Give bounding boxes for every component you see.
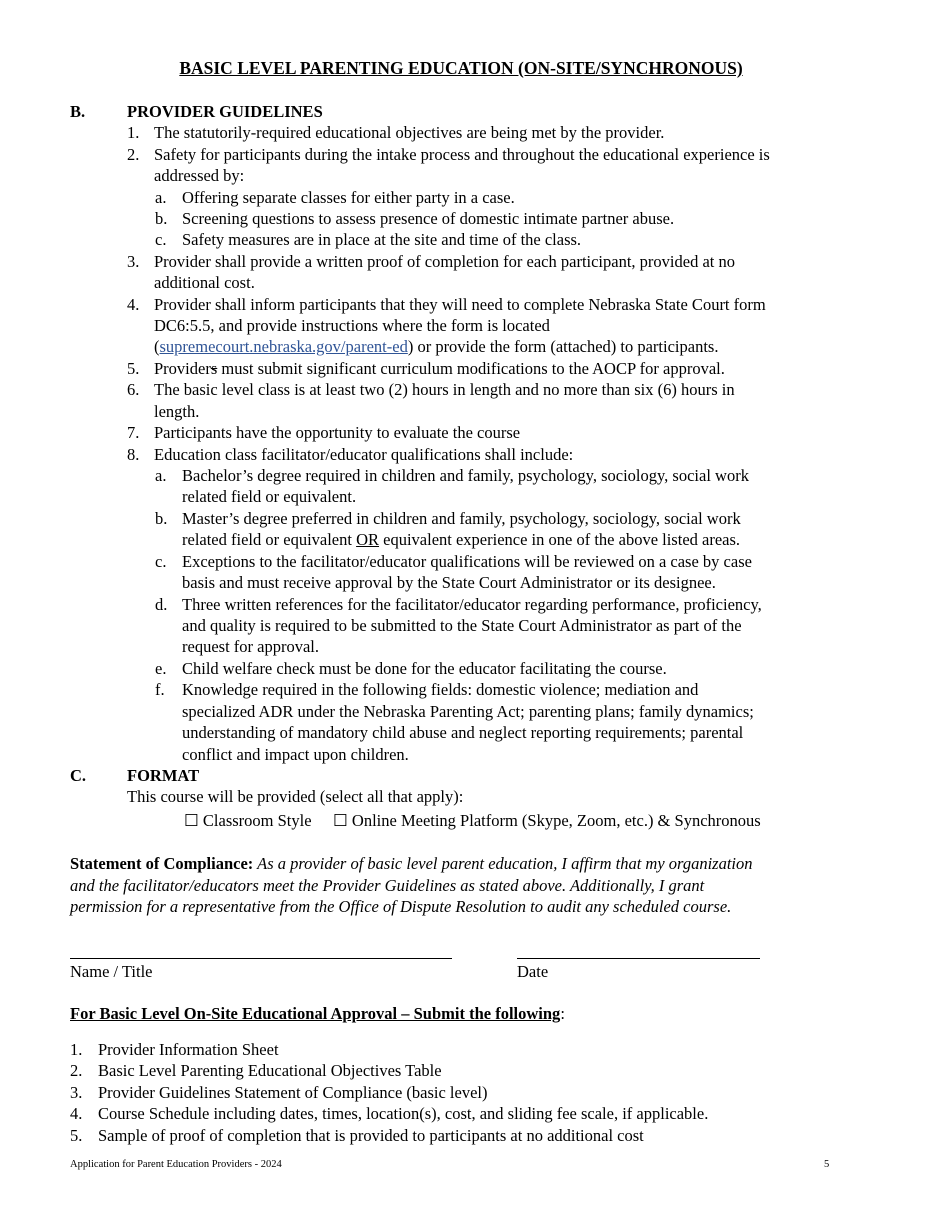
sub-item-text: Knowledge required in the following fields: domestic violence; mediation and	[182, 680, 699, 699]
sub-item-text: basis and must receive approval by the State Court Administrator or its designee.	[182, 573, 716, 592]
section-c-marker: C.	[70, 766, 87, 785]
submit-item-number: 3.	[70, 1083, 83, 1102]
guideline-text: Provider shall inform participants that they will need to complete Nebraska State Court form	[154, 295, 766, 314]
sub-item-letter: b.	[155, 209, 168, 228]
sub-item-text: Exceptions to the facilitator/educator qualifications will be reviewed on a case by case	[182, 552, 752, 571]
guideline-text: The statutorily-required educational objectives are being met by the provider.	[154, 123, 665, 142]
submit-item-number: 1.	[70, 1040, 83, 1059]
page-title: BASIC LEVEL PARENTING EDUCATION (ON-SITE/SYNCHRONOUS)	[179, 58, 743, 78]
guideline-number: 1.	[127, 123, 140, 142]
submit-item-text: Basic Level Parenting Educational Objectives Table	[98, 1061, 442, 1080]
guideline-text: additional cost.	[154, 273, 255, 292]
submit-item-number: 4.	[70, 1104, 83, 1123]
format-intro: This course will be provided (select all that apply):	[127, 787, 464, 806]
statement-line: permission for a representative from the Office of Dispute Resolution to audit any scheduled course.	[70, 897, 732, 916]
statement-line: Statement of Compliance: As a provider of basic level parent education, I affirm that my organization	[70, 854, 753, 873]
sub-item-text: understanding of mandatory child abuse and neglect reporting requirements; parental	[182, 723, 744, 742]
sub-item-text: related field or equivalent.	[182, 487, 357, 506]
submit-item-text: Sample of proof of completion that is provided to participants at no additional cost	[98, 1126, 644, 1145]
sub-item-text: and quality is required to be submitted to the State Court Administrator as part of the	[182, 616, 742, 635]
guideline-number: 5.	[127, 359, 140, 378]
sub-item-text: Master’s degree preferred in children and family, psychology, sociology, social work	[182, 509, 741, 528]
parent-ed-link[interactable]: supremecourt.nebraska.gov/parent-ed	[159, 337, 408, 356]
guideline-text: Education class facilitator/educator qualifications shall include:	[154, 445, 574, 464]
guideline-number: 6.	[127, 380, 140, 399]
guideline-text: Provider shall provide a written proof of completion for each participant, provided at no	[154, 252, 735, 271]
classroom-style-checkbox[interactable]: ☐ Classroom Style	[184, 811, 312, 830]
submit-item-text: Provider Information Sheet	[98, 1040, 279, 1059]
sub-item-text: conflict and impact upon children.	[182, 745, 409, 764]
guideline-number: 3.	[127, 252, 140, 271]
date-label: Date	[517, 962, 549, 981]
date-signature-line[interactable]	[517, 958, 760, 959]
online-platform-checkbox[interactable]: ☐ Online Meeting Platform (Skype, Zoom, etc.) & Synchronous	[333, 811, 761, 830]
name-title-label: Name / Title	[70, 962, 153, 981]
page-number: 5	[824, 1159, 830, 1170]
footer-title: Application for Parent Education Providers - 2024	[70, 1159, 282, 1170]
statement-label: Statement of Compliance:	[70, 854, 254, 873]
sub-item-text: Child welfare check must be done for the educator facilitating the course.	[182, 659, 667, 678]
guideline-number: 2.	[127, 145, 140, 164]
sub-item-letter: d.	[155, 595, 168, 614]
sub-item-letter: a.	[155, 466, 167, 485]
sub-item-letter: c.	[155, 230, 167, 249]
section-c-heading: FORMAT	[127, 766, 200, 785]
sub-item-letter: a.	[155, 188, 167, 207]
sub-item-text: request for approval.	[182, 637, 319, 656]
guideline-text: Providers must submit significant curriculum modifications to the AOCP for approval.	[154, 359, 725, 378]
statement-line: and the facilitator/educators meet the Provider Guidelines as stated above. Additionally, I grant	[70, 876, 705, 895]
sub-item-letter: b.	[155, 509, 168, 528]
guideline-text: Participants have the opportunity to evaluate the course	[154, 423, 521, 442]
sub-item-text: Offering separate classes for either party in a case.	[182, 188, 515, 207]
submit-item-text: Provider Guidelines Statement of Compliance (basic level)	[98, 1083, 488, 1102]
sub-item-text: Bachelor’s degree required in children and family, psychology, sociology, social work	[182, 466, 749, 485]
submit-item-text: Course Schedule including dates, times, location(s), cost, and sliding fee scale, if applicable.	[98, 1104, 709, 1123]
submit-heading: For Basic Level On-Site Educational Approval – Submit the following	[70, 1004, 561, 1023]
guideline-text: addressed by:	[154, 166, 245, 185]
sub-item-letter: f.	[155, 680, 165, 699]
submit-item-number: 5.	[70, 1126, 83, 1145]
guideline-text: Safety for participants during the intake process and throughout the educational experience is	[154, 145, 770, 164]
sub-item-text: Screening questions to assess presence of domestic intimate partner abuse.	[182, 209, 675, 228]
guideline-text: The basic level class is at least two (2) hours in length and no more than six (6) hours in	[154, 380, 735, 399]
guideline-text: DC6:5.5, and provide instructions where the form is located	[154, 316, 550, 335]
guideline-text: length.	[154, 402, 200, 421]
sub-item-text: specialized ADR under the Nebraska Parenting Act; parenting plans; family dynamics;	[182, 702, 754, 721]
guideline-number: 7.	[127, 423, 140, 442]
sub-item-text: related field or equivalent OR equivalent experience in one of the above listed areas.	[182, 530, 741, 549]
sub-item-letter: e.	[155, 659, 167, 678]
section-b-marker: B.	[70, 102, 86, 121]
name-signature-line[interactable]	[70, 958, 452, 959]
submit-item-number: 2.	[70, 1061, 83, 1080]
guideline-number: 8.	[127, 445, 140, 464]
sub-item-text: Safety measures are in place at the site and time of the class.	[182, 230, 582, 249]
guideline-number: 4.	[127, 295, 140, 314]
sub-item-letter: c.	[155, 552, 167, 571]
section-b-heading: PROVIDER GUIDELINES	[127, 102, 323, 121]
sub-item-text: Three written references for the facilitator/educator regarding performance, proficiency,	[182, 595, 762, 614]
submit-heading-line: For Basic Level On-Site Educational Approval – Submit the following:	[70, 1004, 565, 1023]
guideline-text-with-link: (supremecourt.nebraska.gov/parent-ed) or provide the form (attached) to participants.	[154, 337, 719, 356]
